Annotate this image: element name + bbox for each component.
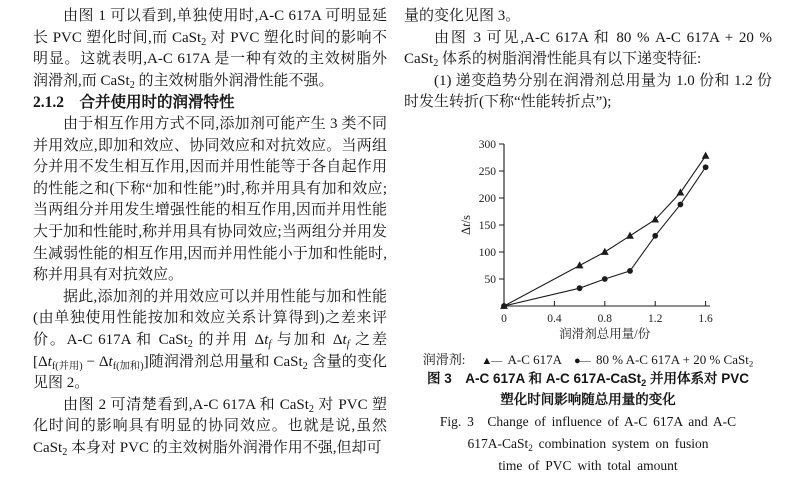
paragraph [33, 287, 387, 395]
y-tick-label: 150 [478, 219, 496, 232]
x-tick-label: 1.6 [698, 312, 713, 325]
text-run: 617A-CaSt [467, 435, 529, 451]
text-run: 2 [201, 36, 207, 48]
text-run: combination system on fusion [532, 435, 709, 451]
legend-items-slot [469, 352, 753, 367]
text-run: f [346, 338, 350, 350]
text-run: 塑化时间影响随总用量的变化 [500, 392, 676, 408]
series-line-0 [504, 156, 706, 306]
circle-marker [703, 164, 709, 170]
text-run: − Δ [82, 353, 109, 370]
x-tick-label: 0 [501, 312, 507, 325]
text-run: 图 3 A-C 617A 和 A-C 617A-CaSt [427, 370, 642, 386]
text-run: 2 [641, 377, 647, 388]
text-run: ]随润滑剂总用量和 CaSt [143, 353, 303, 370]
text-run: f [268, 338, 272, 350]
text-run: t [108, 353, 113, 370]
circle-marker [627, 268, 633, 274]
section-heading [33, 92, 387, 114]
figure-3 [404, 136, 772, 477]
triangle-marker [576, 261, 584, 268]
legend-item [481, 352, 562, 367]
circle-marker [678, 202, 684, 208]
x-tick-label: 0.8 [597, 312, 612, 325]
text-run: 由图 1 可以看到,单独使用时,A-C 617A 可明显延长 PVC 塑化时间,而 CaSt [33, 8, 387, 46]
text-run: 80 % A-C 617A + 20 % CaSt [595, 351, 749, 367]
text-run: 体系的树脂润滑性能具有以下递变特征: [438, 51, 702, 68]
text-run: t [342, 331, 347, 348]
text-run: 2 [187, 338, 193, 350]
text-run: time of PVC with total amount [498, 457, 678, 473]
circle-marker [652, 233, 658, 239]
left-column [33, 6, 387, 459]
circle-marker [577, 285, 583, 291]
y-tick-label: 300 [478, 138, 496, 151]
y-tick-label: 200 [478, 192, 496, 205]
caption-line [404, 455, 772, 477]
y-tick-label: 50 [484, 273, 496, 286]
text-run: 由图 3 可见,A-C 617A 和 80 % A-C 617A + 20 % CaSt [404, 29, 772, 68]
x-axis-label: 润滑剂总用量/份 [559, 326, 651, 341]
text-run: 2 [129, 79, 135, 91]
caption-line [404, 389, 772, 411]
right-column [404, 6, 772, 477]
y-tick-label: 250 [478, 165, 496, 178]
text-run: f(加和) [112, 360, 144, 372]
circle-legend-icon: ●— [574, 354, 590, 367]
y-axis-label: Δt/s [459, 215, 473, 235]
figure-caption-en [404, 411, 772, 477]
text-run: 2.1.2 合并使用时的润滑特性 [33, 94, 235, 112]
paragraph [404, 6, 772, 28]
text-run: 与加和 Δ [271, 331, 343, 348]
text-run: 对 PVC 塑化时间的影响具有明显的协同效应。也就是说,虽然 CaSt [33, 396, 387, 456]
text-run: 2 [62, 446, 68, 458]
text-run: 2 [308, 403, 314, 415]
text-run: 并用体系对 PVC [646, 370, 749, 386]
legend-title: 润滑剂: [422, 351, 466, 367]
text-run: 2 [302, 360, 308, 372]
line-chart-svg [454, 136, 726, 344]
paragraph [404, 28, 772, 71]
text-run: (1) 递变趋势分别在润滑剂总用量为 1.0 份和 1.2 份时发生转折(下称“性能转折点”); [404, 72, 772, 111]
text-run: 2 [433, 58, 439, 70]
caption-line [404, 411, 772, 433]
text-run: 由于相互作用方式不同,添加剂可能产生 3 类不同并用效应,即加和效应、协同效应和对抗效应。当两组分并用不发生相互作用,因而并用性能等于各自起作用的性能之和(下称“加和性能”)时,称并用具有加和效应;当两组分并用发生增强性能的相互作用,因而并用性能大于加和性能时,称并用具有协同效应;当两组分并用发生减弱性能的相互作用,因而并用性能小于加和性能时,称并用具有对抗效应。 [33, 115, 387, 284]
chart-legend [404, 349, 772, 368]
text-run: 2 [528, 442, 533, 453]
text-run: 对 PVC 塑化时间的影响不明显。这就表明,A-C 617A 是一种有效的主效树脂外润滑剂,而 CaSt [33, 29, 387, 89]
text-run: 含量的变化见图 2。 [33, 353, 387, 392]
text-run: 之差[Δ [33, 331, 387, 370]
text-run: 据此,添加剂的并用效应可以并用性能与加和性能(由单独使用性能按加和效应关系计算得到)之差来评价。A-C 617A 和 CaSt [33, 288, 387, 348]
caption-line [404, 433, 772, 455]
triangle-marker [626, 232, 634, 239]
triangle-marker [601, 248, 609, 255]
paragraph [33, 395, 387, 460]
text-run: 的主效树脂外润滑性能不强。 [134, 72, 334, 89]
paragraph [404, 71, 772, 114]
paragraph [33, 6, 387, 92]
text-run: Fig. 3 Change of influence of A-C 617A and A-C [439, 413, 737, 429]
x-tick-label: 1.2 [648, 312, 663, 325]
text-run: 的并用 Δ [192, 331, 265, 348]
legend-item [574, 352, 753, 367]
text-run: f(并用) [51, 360, 83, 372]
text-run: 由图 2 可清楚看到,A-C 617A 和 CaSt [63, 396, 309, 413]
circle-marker [501, 303, 507, 309]
text-run: 2 [748, 358, 754, 369]
figure-caption-zh [404, 368, 772, 411]
text-run: A-C 617A [507, 351, 563, 367]
triangle-legend-icon: ▲— [481, 354, 502, 367]
x-tick-label: 0.4 [547, 312, 562, 325]
y-tick-label: 100 [478, 246, 496, 259]
caption-line [404, 368, 772, 390]
paragraph [33, 114, 387, 287]
triangle-marker [702, 152, 710, 159]
circle-marker [602, 276, 608, 282]
text-run: t [264, 331, 269, 348]
text-run: 量的变化见图 3。 [404, 8, 521, 24]
series-line-1 [504, 167, 706, 306]
text-run: t [47, 353, 52, 370]
right-column-text [404, 6, 772, 114]
text-run: 本身对 PVC 的主效树脂外润滑作用不强,但却可 [67, 439, 382, 456]
